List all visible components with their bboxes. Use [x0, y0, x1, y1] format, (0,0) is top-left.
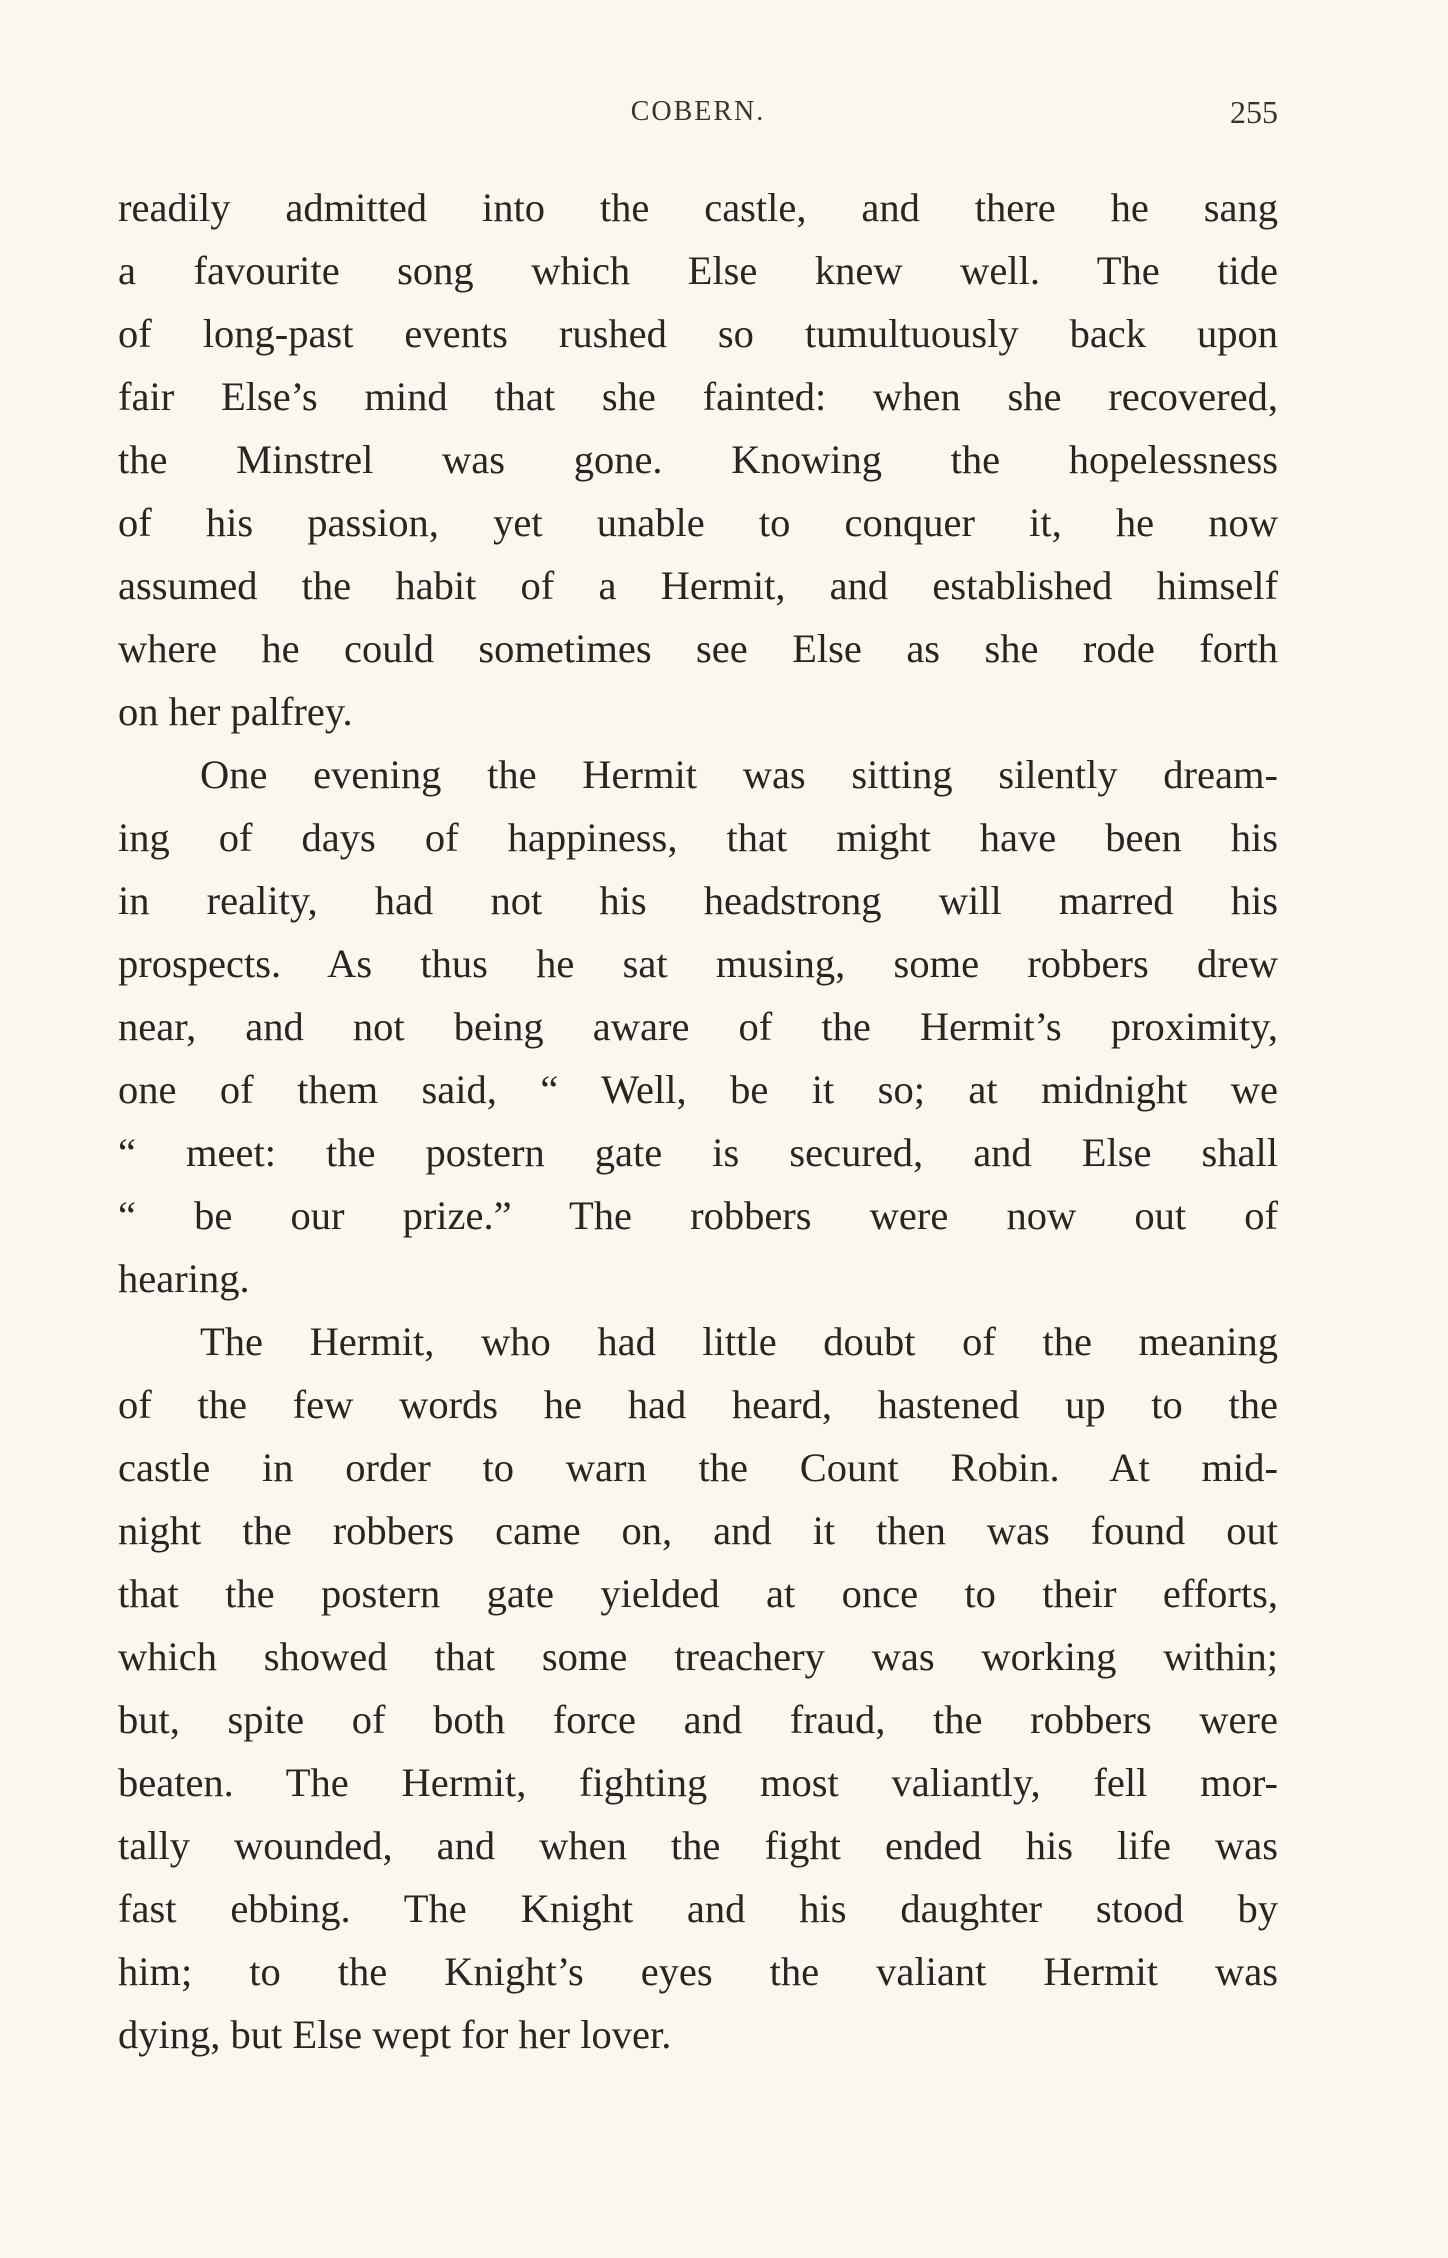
text-line: night the robbers came on, and it then was found out	[118, 1508, 1278, 1553]
page-number: 255	[1230, 94, 1278, 130]
text-line: “ meet: the postern gate is secured, and Else shall	[118, 1130, 1278, 1175]
text-line: tally wounded, and when the fight ended his life was	[118, 1823, 1278, 1868]
text-line: that the postern gate yielded at once to their efforts,	[118, 1571, 1278, 1616]
text-line: dying, but Else wept for her lover.	[118, 2012, 672, 2057]
text-line: fair Else’s mind that she fainted: when she recovered,	[118, 374, 1278, 419]
text-line: where he could sometimes see Else as she rode forth	[118, 626, 1278, 671]
text-line: of his passion, yet unable to conquer it, he now	[118, 500, 1278, 545]
text-line: hearing.	[118, 1256, 250, 1301]
text-line: castle in order to warn the Count Robin. At mid-	[118, 1445, 1278, 1490]
text-line: a favourite song which Else knew well. The tide	[118, 248, 1278, 293]
text-line: one of them said, “ Well, be it so; at midnight we	[118, 1067, 1278, 1112]
text-line: The Hermit, who had little doubt of the meaning	[200, 1319, 1278, 1364]
text-line: readily admitted into the castle, and there he sang	[118, 185, 1278, 230]
text-line: assumed the habit of a Hermit, and established himself	[118, 563, 1278, 608]
text-line: fast ebbing. The Knight and his daughter stood by	[118, 1886, 1278, 1931]
text-line: on her palfrey.	[118, 689, 353, 734]
text-line: “ be our prize.” The robbers were now out of	[118, 1193, 1278, 1238]
body-text	[118, 176, 1278, 2066]
text-line: beaten. The Hermit, fighting most valiantly, fell mor-	[118, 1760, 1278, 1805]
text-line: which showed that some treachery was working within;	[118, 1634, 1278, 1679]
text-line: ing of days of happiness, that might have been his	[118, 815, 1278, 860]
text-line: in reality, had not his headstrong will marred his	[118, 878, 1278, 923]
text-line: but, spite of both force and fraud, the robbers were	[118, 1697, 1278, 1742]
text-line: of the few words he had heard, hastened up to the	[118, 1382, 1278, 1427]
text-line: near, and not being aware of the Hermit’s proximity,	[118, 1004, 1278, 1049]
running-head	[118, 96, 1278, 140]
text-line: him; to the Knight’s eyes the valiant Hermit was	[118, 1949, 1278, 1994]
text-line: of long-past events rushed so tumultuously back upon	[118, 311, 1278, 356]
running-title: COBERN.	[630, 96, 766, 127]
text-line: One evening the Hermit was sitting silently dream-	[200, 752, 1278, 797]
text-line: prospects. As thus he sat musing, some robbers drew	[118, 941, 1278, 986]
text-line: the Minstrel was gone. Knowing the hopelessness	[118, 437, 1278, 482]
